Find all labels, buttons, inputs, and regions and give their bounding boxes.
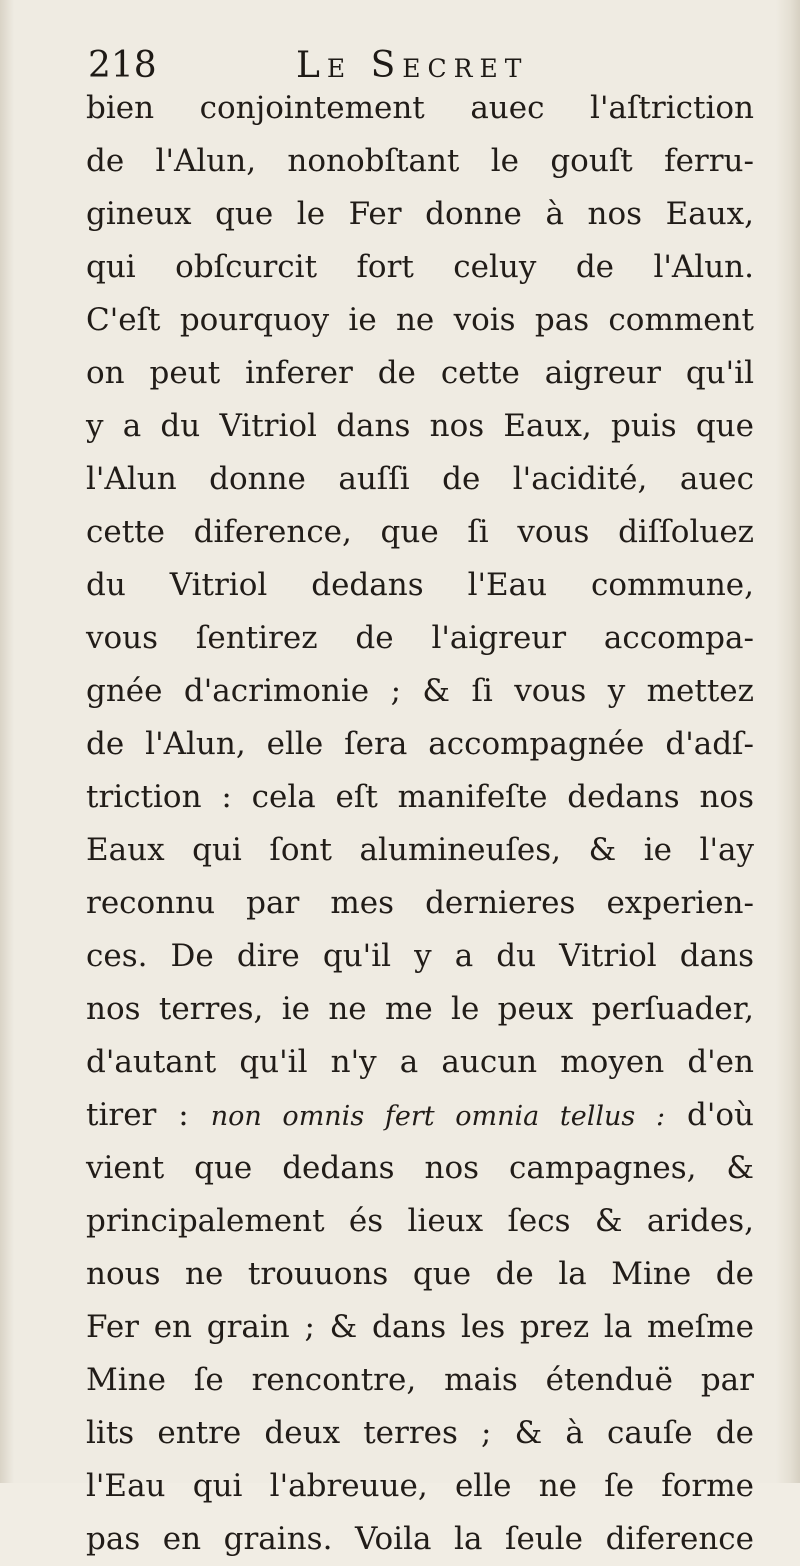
text-line: l'Eau qui l'abreuue, elle ne ſe forme <box>86 1468 754 1504</box>
text-line: y a du Vitriol dans nos Eaux, puis que <box>86 408 754 444</box>
quote-follow-on: d'où <box>687 1097 754 1133</box>
text-line: l'Alun donne auſſi de l'acidité, auec <box>86 461 754 497</box>
page-edge <box>776 0 800 1483</box>
text-line: gnée d'acrimonie ; & ſi vous y mettez <box>86 673 754 709</box>
text-line: gineux que le Fer donne à nos Eaux, <box>86 196 754 232</box>
text-line: de l'Alun, elle ſera accompagnée d'adſ- <box>86 726 754 762</box>
text-line: pas en grains. Voila la ſeule diference <box>86 1521 754 1557</box>
text-line: de l'Alun, nonobſtant le gouſt ferru- <box>86 143 754 179</box>
text-line: cette diference, que ſi vous diſſoluez <box>86 514 754 550</box>
body-text <box>86 82 754 1566</box>
text-line: ces. De dire qu'il y a du Vitriol dans <box>86 938 754 974</box>
text-line: vient que dedans nos campagnes, & <box>86 1150 754 1186</box>
text-line: bien conjointement auec l'aſtriction <box>86 90 754 126</box>
text-line: nos terres, ie ne me le peux perſuader, <box>86 991 754 1027</box>
running-head: Le Secret <box>296 45 529 86</box>
page-number: 218 <box>88 45 157 86</box>
text-line: Eaux qui ſont alumineuſes, & ie l'ay <box>86 832 754 868</box>
text-line: qui obſcurcit fort celuy de l'Alun. <box>86 249 754 285</box>
text-line: Mine ſe rencontre, mais étenduë par <box>86 1362 754 1398</box>
text-line: vous ſentirez de l'aigreur accompa- <box>86 620 754 656</box>
text-line-quote <box>86 1089 754 1142</box>
text-line: lits entre deux terres ; & à cauſe de <box>86 1415 754 1451</box>
text-line: du Vitriol dedans l'Eau commune, <box>86 567 754 603</box>
latin-quote: non omnis fert omnia tellus : <box>210 1101 666 1132</box>
text-line: triction : cela eſt manifeſte dedans nos <box>86 779 754 815</box>
text-line: reconnu par mes dernieres experien- <box>86 885 754 921</box>
text-line: C'eſt pourquoy ie ne vois pas comment <box>86 302 754 338</box>
text-line: Fer en grain ; & dans les prez la meſme <box>86 1309 754 1345</box>
gutter-shadow <box>0 0 14 1483</box>
text-line: on peut inferer de cette aigreur qu'il <box>86 355 754 391</box>
text-line: nous ne trouuons que de la Mine de <box>86 1256 754 1292</box>
text-line: principalement és lieux ſecs & arides, <box>86 1203 754 1239</box>
quote-lead-in: tirer : <box>86 1097 189 1133</box>
text-line: d'autant qu'il n'y a aucun moyen d'en <box>86 1044 754 1080</box>
